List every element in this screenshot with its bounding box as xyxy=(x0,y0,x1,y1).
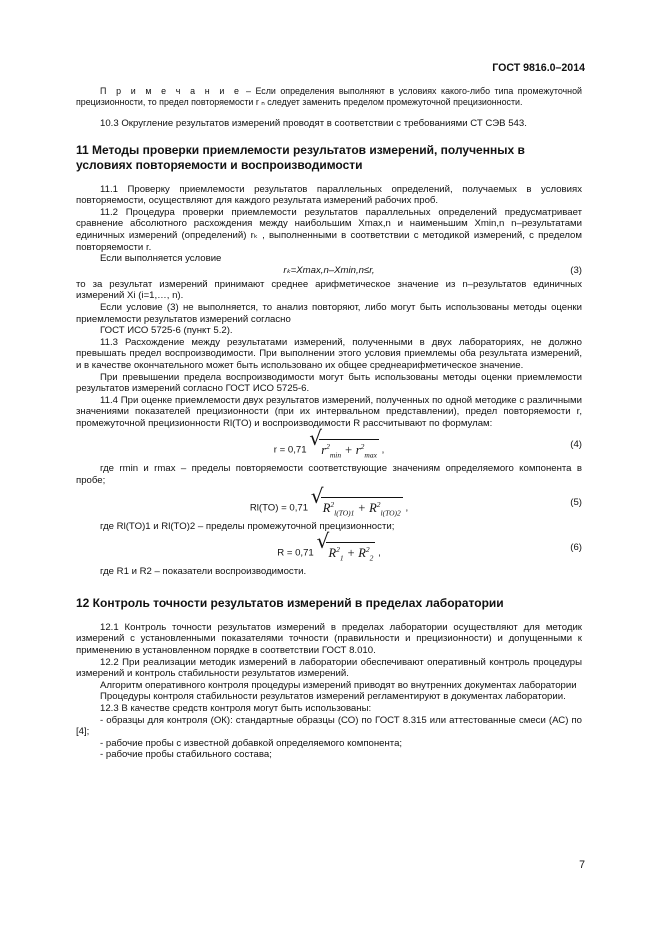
exceed-paragraph: При превышении предела воспроизводимости могут быть использованы методы оценки приемлемости результатов измерений согласно ГОСТ ИСО 5725-6. xyxy=(76,371,582,395)
equation-6-body: R = 0,71 √ $R^2_1 + R^2_2$ , xyxy=(277,529,381,563)
list-item: - образцы для контроля (ОК): стандартные образцы (СО) по ГОСТ 8.315 или аттестованные смеси (АС) по [4]; xyxy=(76,714,582,738)
equation-4-lhs: r = 0,71 xyxy=(273,445,307,457)
paragraph-12-1: 12.1 Контроль точности результатов измерений в пределах лаборатории осуществляют для методик измерений с установленными показателями точности (правильности и прецизионности) и допущенными к применению в установленном порядке в соответствии ГОСТ 8.010. xyxy=(76,621,582,657)
algorithm-paragraph: Алгоритм оперативного контроля процедуры измерений приводят во внутренних документах лаборатории xyxy=(100,679,577,691)
list-item: - рабочие пробы стабильного состава; xyxy=(100,749,272,761)
then-paragraph: то за результат измерений принимают среднее арифметическое значение из n–результатов единичных измерений Xi (i=1,…, n). xyxy=(76,278,582,302)
paragraph-12-2: 12.2 При реализации методик измерений в лаборатории обеспечивают оперативный контроль процедуры измерений и контроль стабильности результатов измерений. xyxy=(76,656,582,680)
note-label: П р и м е ч а н и е xyxy=(100,86,242,96)
equation-6 xyxy=(76,529,582,566)
paragraph-11-3: 11.3 Расхождение между результатами измерений, полученными в двух лабораториях, не должно превышать предел воспроизводимости. При выполнении этого условия приемлемы оба результата измерений, и в качестве окончательного может быть использовано их общее среднеарифметическое значение. xyxy=(76,336,582,371)
gost-reference: ГОСТ ИСО 5725-6 (пункт 5.2). xyxy=(100,325,233,337)
note-text: – Если определения выполняют в условиях какого-либо типа промежуточной прецизионности, то предел повторяемости r ₙ следует заменить пределом промежуточной прецизионности. xyxy=(76,86,582,107)
section-11-title: 11 Методы проверки приемлемости результатов измерений, полученных в условиях повторяемости и воспроизводимости xyxy=(76,142,525,172)
where-6: где R1 и R2 – показатели воспроизводимости. xyxy=(100,566,307,578)
note-paragraph xyxy=(76,86,582,108)
list-item: - рабочие пробы с известной добавкой определяемого компонента; xyxy=(100,737,403,749)
equation-5 xyxy=(76,483,582,521)
section-12-title: 12 Контроль точности результатов измерений в пределах лаборатории xyxy=(76,595,504,610)
page-number: 7 xyxy=(579,859,585,871)
sqrt-sign: √ $R^2_1 + R^2_2$ xyxy=(316,529,374,563)
where-4: где rmin и rmax – пределы повторяемости соответствующие значениям определяемого компонента в пробе; xyxy=(76,463,582,487)
where-5: где Rl(TO)1 и Rl(TO)2 – пределы промежуточной прецизионности; xyxy=(100,520,395,532)
standard-header: ГОСТ 9816.0–2014 xyxy=(492,62,585,74)
paragraph-12-3: 12.3 В качестве средств контроля могут быть использованы: xyxy=(100,703,372,714)
equation-6-number: (6) xyxy=(570,542,582,554)
equation-4 xyxy=(76,426,582,463)
else-paragraph: Если условие (3) не выполняется, то анализ повторяют, либо могут быть использованы методы оценки приемлемости результатов измерений согласно xyxy=(76,301,582,325)
equation-6-lhs: R = 0,71 xyxy=(277,547,314,559)
paragraph-10-3: 10.3 Округление результатов измерений проводят в соответствии с требованиями СТ СЭВ 543. xyxy=(100,118,527,129)
equation-5-body: Rl(TO) = 0,71 √ $R^2_{l(TO)1} + R^2_{l(TO)2}$ , xyxy=(249,483,409,518)
condition-intro: Если выполняется условие xyxy=(100,253,222,265)
equation-4-body: r = 0,71 √ $r^2_{min} + r^2_{max}$ , xyxy=(273,426,385,461)
paragraph-11-4: 11.4 При оценке приемлемости двух результатов измерений, полученных по одной методике с различными значениями показателей прецизионности (при их интервальном представлении), предел повторяемости r, промежуточной прецизионности Rl(TO) и воспроизводимости R рассчитывают по формулам: xyxy=(76,394,582,429)
sqrt-sign: √ $r^2_{min} + r^2_{max}$ xyxy=(309,426,377,461)
paragraph-11-2: 11.2 Процедура проверки приемлемости результатов параллельных определений предусматривает сравнение абсолютного расхождения между наибольшим Xmax,n и наименьшим Xmin,n n–результатами единичных измерений (определений) rₖ , выполненными в соответствии с методикой измерений, с пределом повторяемости r. xyxy=(76,206,582,253)
procedures-paragraph: Процедуры контроля стабильности результатов измерений регламентируют в документах лаборатории. xyxy=(100,691,566,703)
paragraph-11-1: 11.1 Проверку приемлемости результатов параллельных определений, получаемых в условиях повторяемости, осуществляют для каждого результата измерений рабочих проб. xyxy=(76,183,582,207)
sqrt-sign: √ $R^2_{l(TO)1} + R^2_{l(TO)2}$ xyxy=(310,483,401,518)
equation-3-number: (3) xyxy=(570,264,582,276)
equation-3-body: rₖ=Xmax,n–Xmin,n≤r, xyxy=(283,264,375,276)
equation-4-number: (4) xyxy=(570,439,582,451)
equation-3 xyxy=(76,265,582,279)
equation-5-lhs: Rl(TO) = 0,71 xyxy=(249,502,309,514)
equation-5-number: (5) xyxy=(570,496,582,508)
page-content xyxy=(76,86,582,761)
